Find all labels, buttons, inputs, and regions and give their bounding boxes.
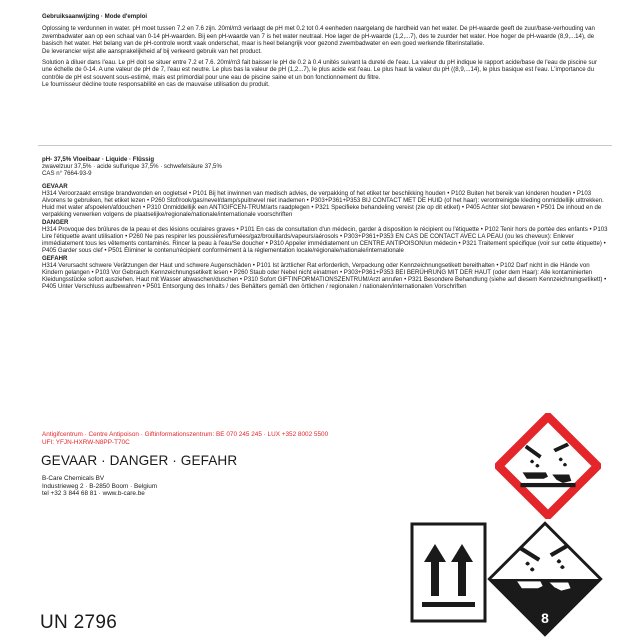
- hazard-statements-de: H314 Verursacht schwere Verätzungen der Haut und schwere Augenschäden • P101 Ist ärztlicher Rat erforderlich, Verpackung oder Kennzeichnungsetikett bereithalten • P102 Darf nicht in die Hände von Kindern gelangen • P103 Vor Gebrauch Kennzeichnungsetikett lesen • P260 Staub oder Nebel nicht einatmen • P303+P361+P353 BEI BERÜHRUNG MIT DER HAUT (oder dem Haar): Alle kontaminierten Kleidungsstücke sofort ausziehen. Haut mit Wasser abwaschen/duschen • P310 Sofort GIFTINFORMATIONSZENTRUM/Arzt anrufen • P321 Besondere Behandlung (siehe auf diesem Kennzeichnungsetikett) • P405 Unter Verschluss aufbewahren • P501 Entsorgung des Inhalts / des Behälters gemäß den örtlichen / regionalen / nationalen/internationalen Vorschriften: [42, 261, 607, 291]
- usage-text-fr: Solution à diluer dans l'eau. Le pH doit se situer entre 7.2 et 7.6. 20ml/m3 fait baisser le pH de 0.2 à 0.4 unités suivant la dureté de l'eau. La valeur du pH indique le rapport acide/base de l'eau de piscine sur une échelle de 0-14. A une valeur de pH de 7, l'eau est neutre. Le plus bas la valeur de pH (1,2...7), le plus acide est l'eau. Le plus haut la valeur du pH ((8,9,...14), le plus basique est l'eau. L'importance du contrôle de pH est souvent sous-estimé, mais est primordial pour une eau de piscine saine et un bon fonctionnement du filtre.: [42, 59, 597, 81]
- company-name: B-Care Chemicals BV: [42, 475, 105, 482]
- hazard-heading-nl: GEVAAR: [42, 182, 68, 190]
- company-address: Industrieweg 2 · B-2850 Boom · Belgium: [42, 482, 158, 490]
- usage-heading: Gebruiksaanwijzing · Mode d'emploi: [42, 13, 148, 20]
- hazard-class-number: 8: [541, 610, 549, 627]
- hazard-heading-de: GEFAHR: [42, 254, 68, 262]
- product-composition: zwavelzuur 37,5% · acide sulfurique 37,5% · schwefelsäure 37,5%: [42, 163, 222, 171]
- usage-disclaimer-nl: De leverancier wijst alle aansprakelijkheid af bij verkeerd gebruik van het product.: [42, 47, 262, 55]
- hazard-label-text: [42, 156, 608, 291]
- signal-words: GEVAAR · DANGER · GEFAHR: [41, 453, 238, 468]
- cas-number: CAS n° 7664-93-9: [42, 170, 92, 178]
- ghs05-corrosion-icon: [495, 413, 601, 519]
- this-way-up-arrows-icon: [410, 522, 487, 623]
- poison-centre-numbers: Antigifcentrum · Centre Antipoison · Giftinformationszentrum: BE 070 245 245 · LUX +352 8002 5500: [42, 431, 329, 438]
- usage-instructions: [42, 13, 608, 93]
- hazard-statements-fr: H314 Provoque des brûlures de la peau et des lésions oculaires graves • P101 En cas de consultation d'un médecin, garder à disposition le récipient ou l'étiquette • P102 Tenir hors de portée des enfants • P103 Lire l'étiquette avant utilisation • P260 Ne pas respirer les poussières/fumées/gaz/brouillards/vapeurs/aérosols • P303+P361+P353 EN CAS DE CONTACT AVEC LA PEAU (ou les cheveux): Enlever immédiatement tous les vêtements contaminés. Rincer la peau à l'eau/Se doucher • P310 Appeler immédiatement un CENTRE ANTIPOISON/un médecin • P321 Traitement spécifique (voir sur cette étiquette) • P405 Garder sous clef • P501 Éliminer le contenu/récipient conformément à la réglementation locale/régionale/nationale/internationale: [42, 225, 608, 255]
- ufi-code: UFI: YFJN-HXRW-N8PP-T70C: [42, 438, 130, 446]
- adr-class-8-corrosive-icon: [487, 521, 603, 637]
- section-divider: [38, 145, 612, 146]
- hazard-heading-fr: DANGER: [42, 218, 69, 226]
- product-name: pH- 37,5% Vloeibaar · Liquide · Flüssig: [42, 156, 155, 163]
- usage-disclaimer-fr: Le fournisseur décline toute responsabilité en cas de mauvaise utilisation du produit.: [42, 81, 270, 89]
- company-info: [42, 475, 157, 498]
- hazard-statements-nl: H314 Veroorzaakt ernstige brandwonden en oogletsel • P101 Bij het inwinnen van medisch advies, de verpakking of het etiket ter beschikking houden • P102 Buiten het bereik van kinderen houden • P103 Alvorens te gebruiken, het etiket lezen • P260 Stof/rook/gas/nevel/damp/spuitnevel niet inademen • P303+P361+P353 BIJ CONTACT MET DE HUID (of het haar): verontreinigde kleding onmiddellijk uittrekken. Huid met water afspoelen/afdouchen • P310 Onmiddellijk een ANTIGIFCEN-TRUM/arts raadplegen • P321 Specifieke behandeling vereist (zie op dit etiket) • P405 Achter slot bewaren • P501 De inhoud en de verpakking verwerken volgens de plaatselijke/regionale/nationale/internationale voorschriften: [42, 189, 604, 219]
- poison-centre-info: [42, 431, 542, 446]
- un-number: UN 2796: [40, 612, 118, 633]
- usage-text-nl: Oplossing te verdunnen in water. pH moet tussen 7.2 en 7.6 zijn. 20ml/m3 verlaagt de pH met 0.2 tot 0.4 eenheden naargelang de hardheid van het water. De pH-waarde geeft de zuur/base-verhouding van zwembadwater aan op een schaal van 0-14 pH-waarden. Bij een pH-waarde van 7 is het water neutraal. Hoe lager de pH-waarde (1,2,...7), des te zuurder het water. Hoe hoger de pH-waarde (8,9,...14), de basisch het water. Het belang van de pH-controle wordt vaak onderschat, maar is heel belangrijk voor gezond zwembadwater en een goed werkende filterinstallatie.: [42, 25, 595, 48]
- company-contact: tel +32 3 844 68 81 · www.b-care.be: [42, 490, 145, 498]
